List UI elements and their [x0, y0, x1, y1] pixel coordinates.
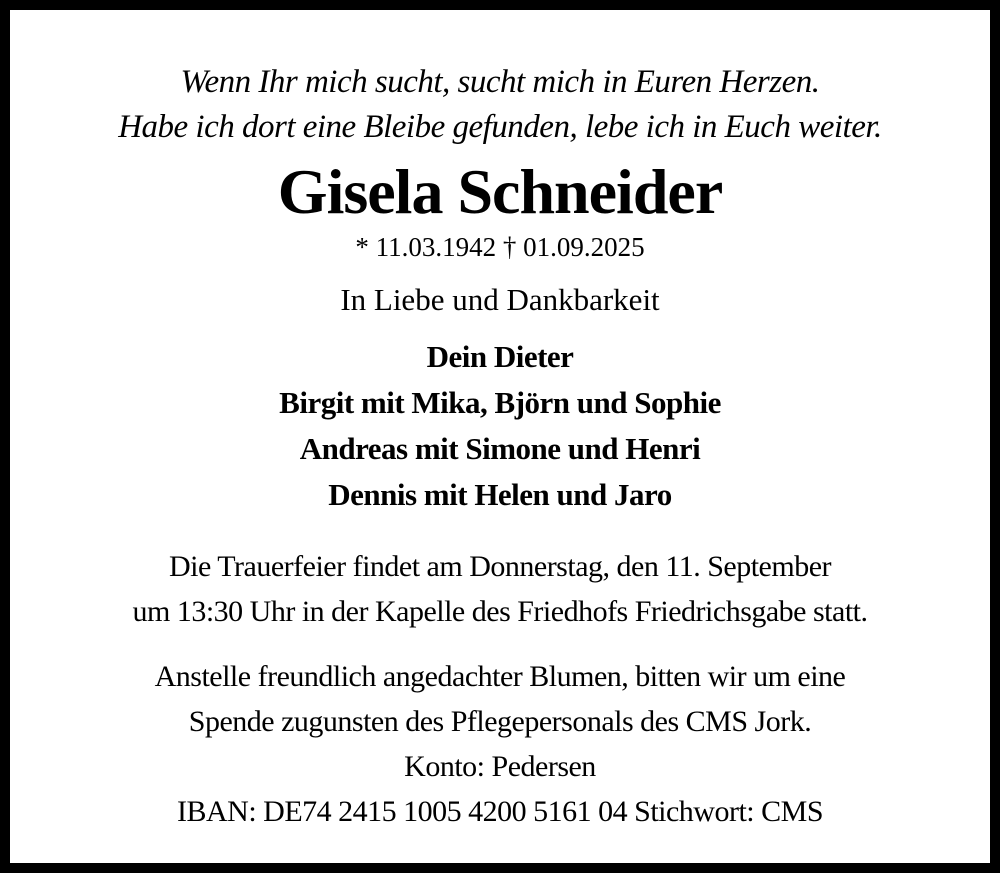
memorial-quote-line-2: Habe ich dort eine Bleibe gefunden, lebe ich in Euch weiter. — [118, 109, 882, 145]
obituary-content — [10, 10, 990, 863]
deceased-name: Gisela Schneider — [277, 156, 723, 227]
birth-death-dates: * 11.03.1942 † 01.09.2025 — [355, 232, 645, 262]
funeral-service-line-2: um 13:30 Uhr in der Kapelle des Friedhofs Friedrichsgabe statt. — [132, 595, 868, 628]
memorial-quote — [10, 60, 990, 150]
donation-account-name: Konto: Pedersen — [404, 750, 596, 783]
tribute-line: In Liebe und Dankbarkeit — [340, 282, 660, 317]
donation-info — [10, 654, 990, 834]
memorial-quote-line-1: Wenn Ihr mich sucht, sucht mich in Euren Herzen. — [180, 64, 820, 100]
funeral-service-info — [10, 544, 990, 634]
mourning-family-list — [10, 334, 990, 518]
family-member-line: Birgit mit Mika, Björn und Sophie — [279, 385, 721, 420]
family-member-line: Dein Dieter — [426, 339, 574, 374]
family-member-line: Andreas mit Simone und Henri — [299, 431, 701, 466]
donation-request-line-1: Anstelle freundlich angedachter Blumen, bitten wir um eine — [154, 660, 846, 693]
donation-request-line-2: Spende zugunsten des Pflegepersonals des CMS Jork. — [188, 705, 812, 738]
funeral-service-line-1: Die Trauerfeier findet am Donnerstag, den 11. September — [168, 550, 832, 583]
donation-iban: IBAN: DE74 2415 1005 4200 5161 04 Stichwort: CMS — [176, 795, 824, 828]
family-member-line: Dennis mit Helen und Jaro — [328, 477, 672, 512]
